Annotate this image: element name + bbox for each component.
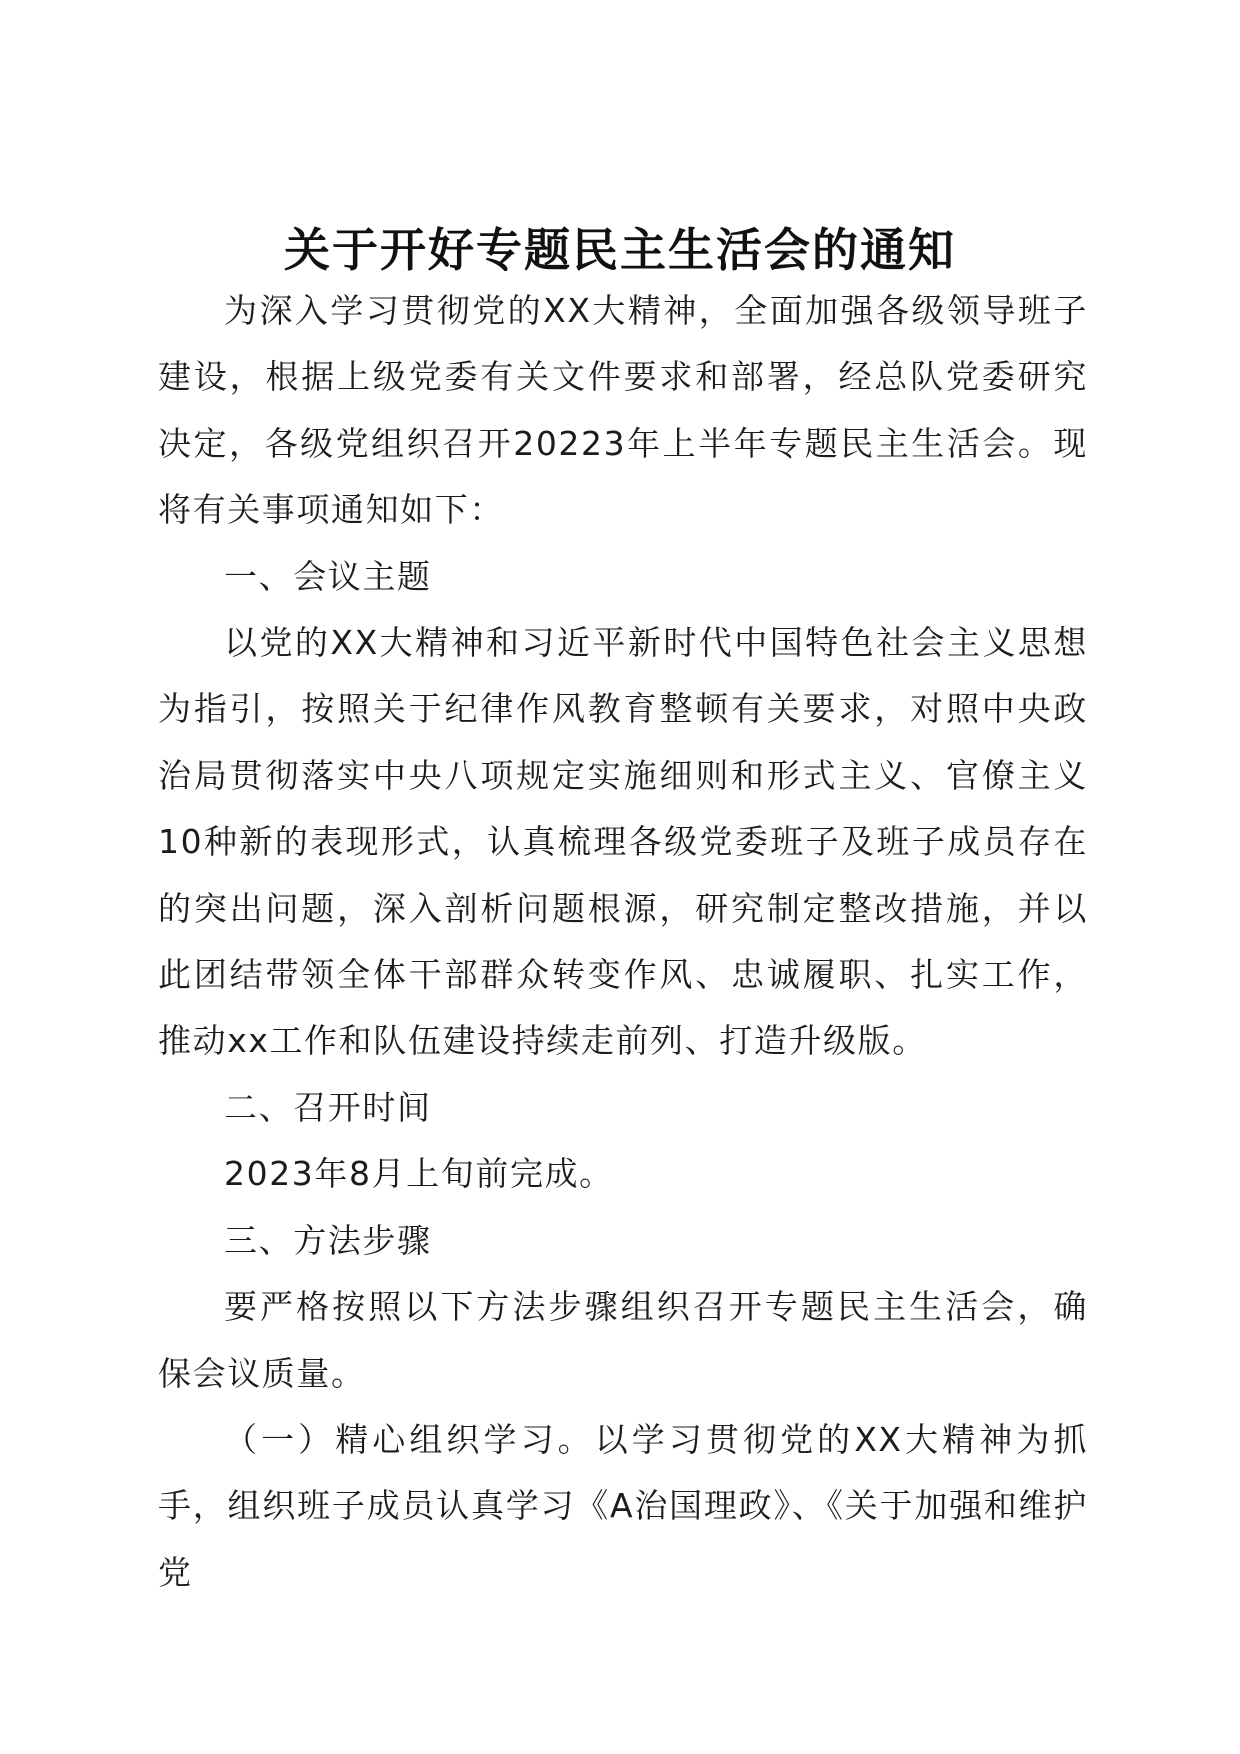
document-title: 关于开好专题民主生活会的通知 (284, 223, 956, 277)
paragraph-study: （一）精心组织学习。以学习贯彻党的XX大精神为抓手，组织班子成员认真学习《A治国理政》、《关于加强和维护党 (158, 1419, 1088, 1592)
paragraph-intro: 为深入学习贯彻党的XX大精神，全面加强各级领导班子建设，根据上级党委有关文件要求和部署，经总队党委研究决定，各级党组织召开20223年上半年专题民主生活会。现将有关事项通知如下： (158, 291, 1088, 530)
section-heading-3: 三、方法步骤 (224, 1220, 432, 1260)
paragraph-theme: 以党的XX大精神和习近平新时代中国特色社会主义思想为指引，按照关于纪律作风教育整顿有关要求，对照中央政治局贯彻落实中央八项规定实施细则和形式主义、官僚主义10种新的表现形式，认真梳理各级党委班子及班子成员存在的突出问题，深入剖析问题根源，研究制定整改措施，并以此团结带领全体干部群众转变作风、忠诚履职、扎实工作，推动xx工作和队伍建设持续走前列、打造升级版。 (158, 623, 1088, 1061)
section-heading-2: 二、召开时间 (224, 1087, 432, 1127)
document-body (158, 278, 1088, 1606)
paragraph-time: 2023年8月上旬前完成。 (224, 1154, 614, 1194)
section-heading-1: 一、会议主题 (224, 556, 432, 596)
paragraph-method: 要严格按照以下方法步骤组织召开专题民主生活会，确保会议质量。 (158, 1287, 1088, 1393)
